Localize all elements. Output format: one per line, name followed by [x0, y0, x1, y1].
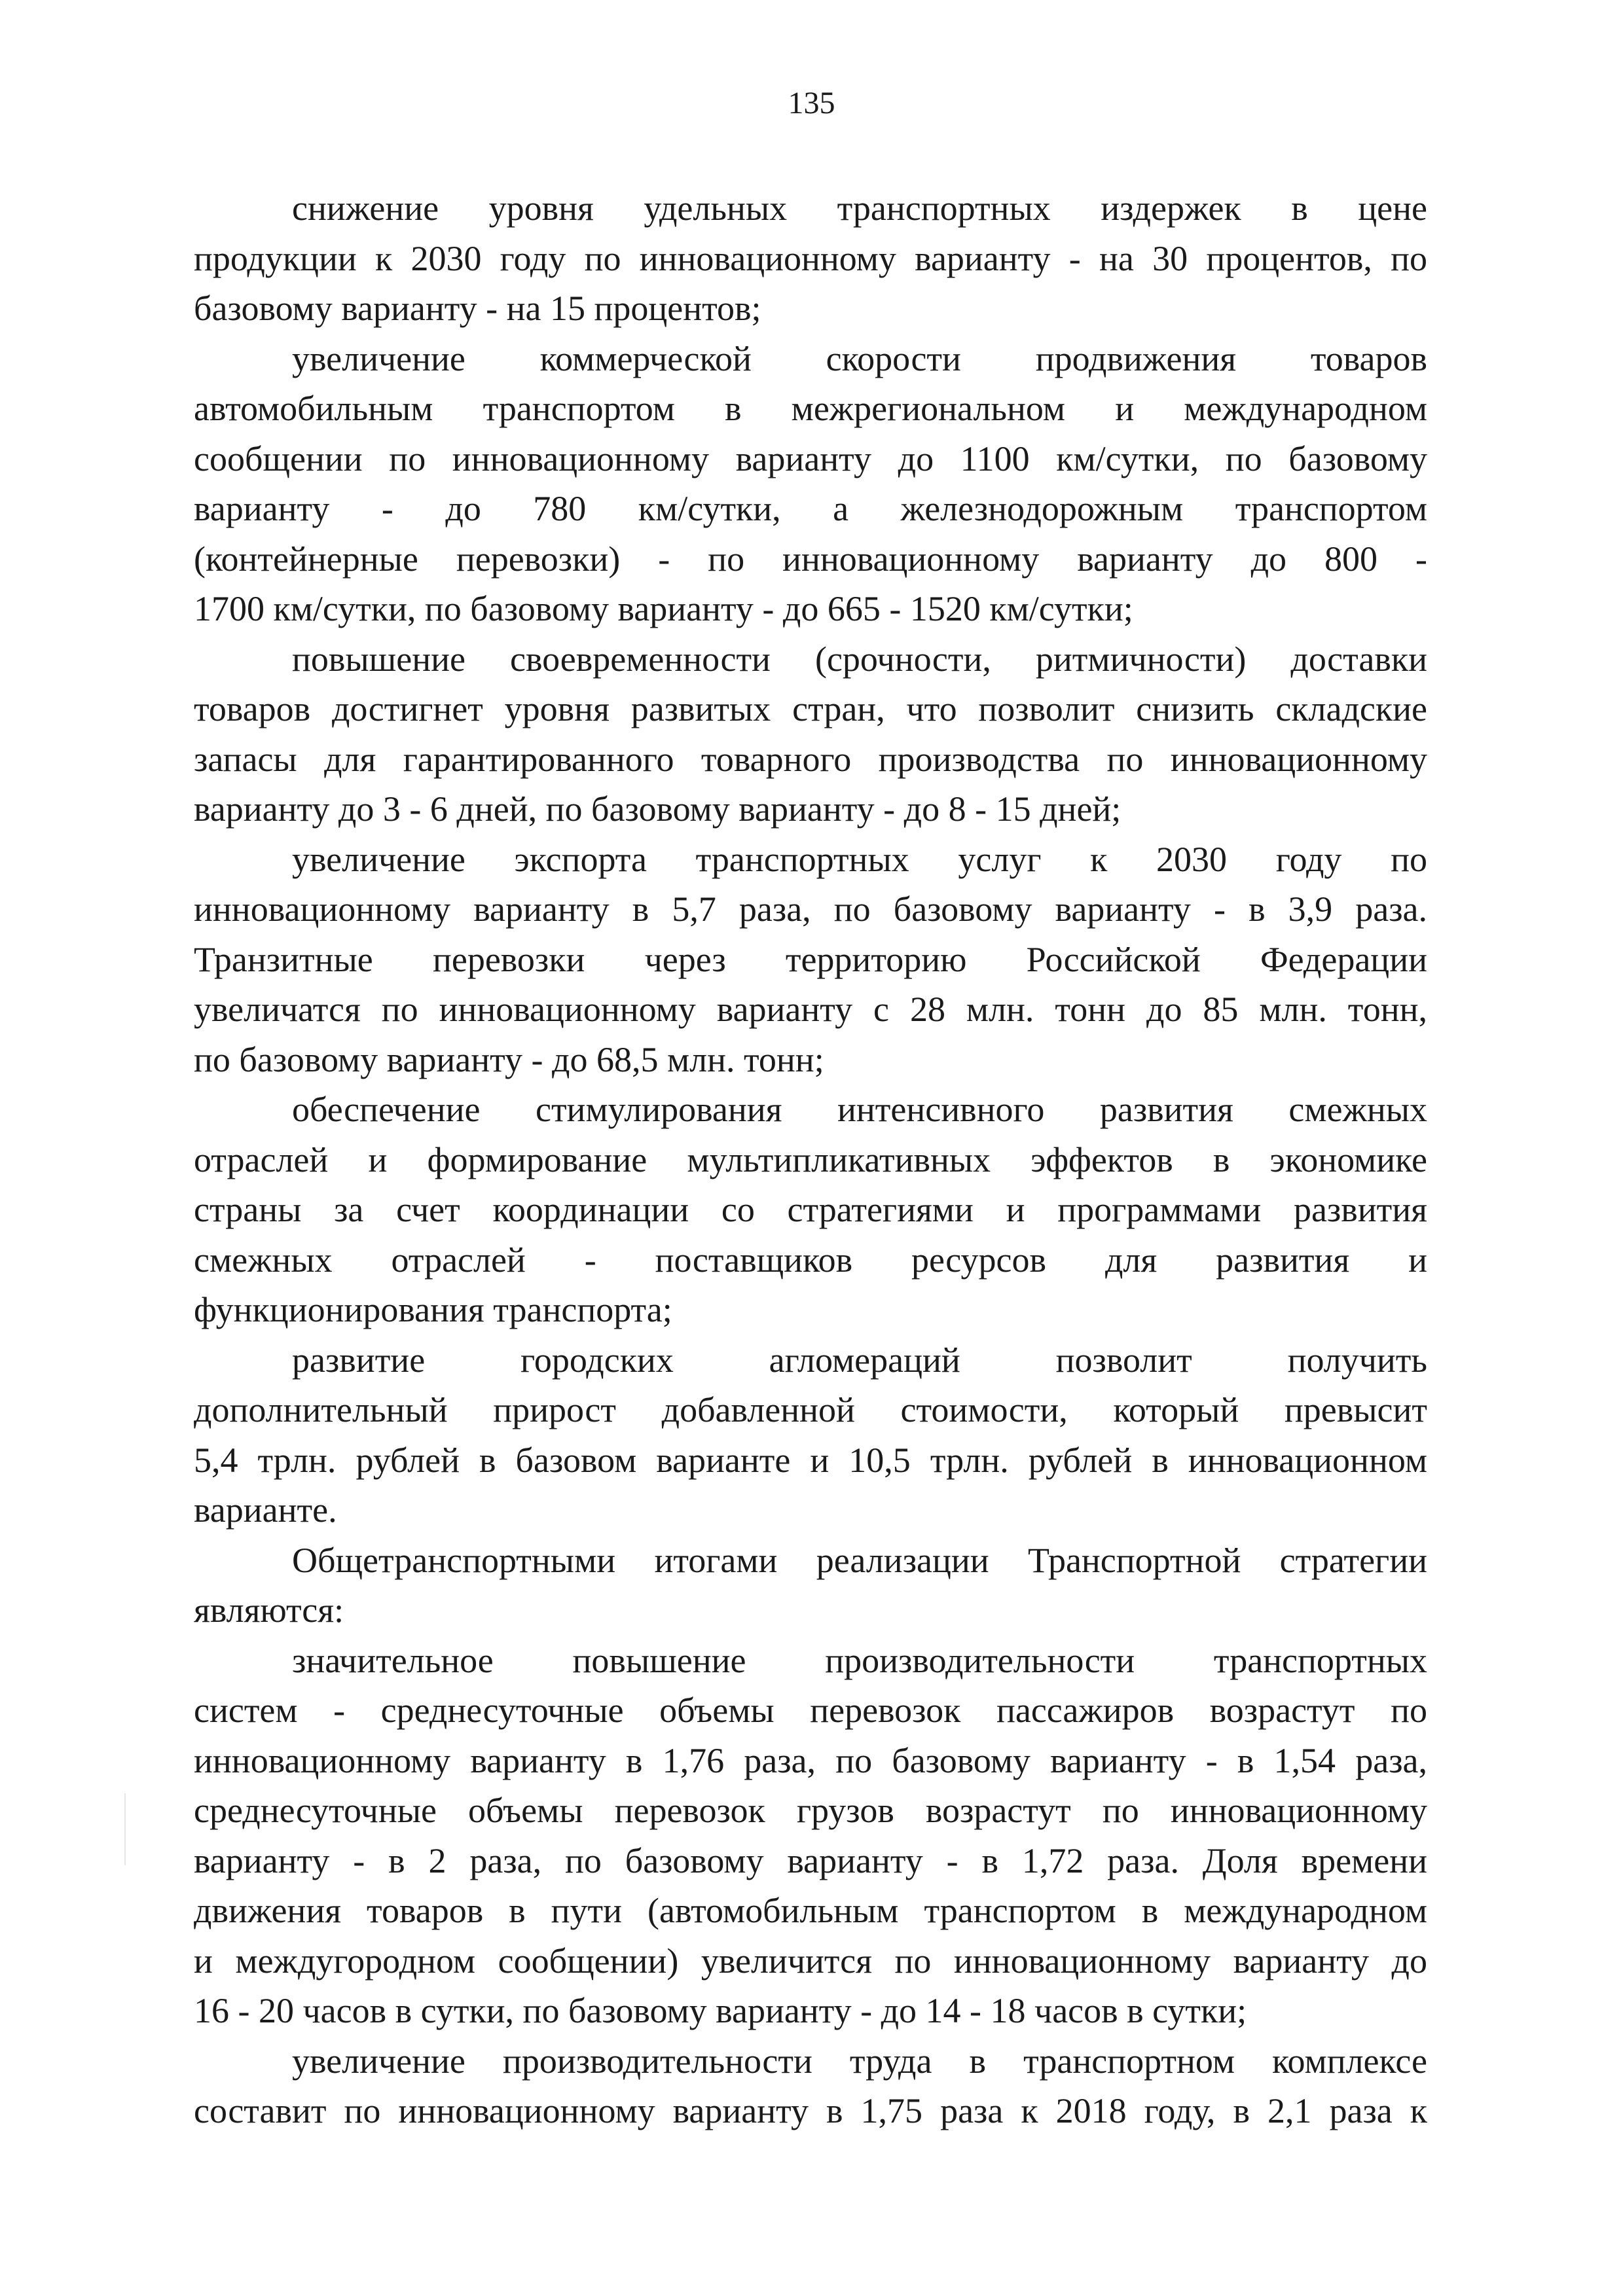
text-line: Транзитные перевозки через территорию Российской Федерации — [194, 939, 1427, 979]
text-line: по базовому варианту - до 68,5 млн. тонн; — [194, 1039, 824, 1079]
text-body — [194, 183, 1427, 2136]
text-line: увеличение коммерческой скорости продвижения товаров — [292, 338, 1427, 378]
text-line: являются: — [194, 1590, 344, 1630]
paragraph-related-industries — [194, 1085, 1427, 1335]
text-line: 1700 км/сутки, по базовому варианту - до 665 - 1520 км/сутки; — [194, 589, 1133, 628]
text-line: развитие городских агломераций позволит получить — [292, 1340, 1427, 1380]
text-line: составит по инновационному варианту в 1,75 раза к 2018 году, в 2,1 раза к — [194, 2091, 1427, 2130]
text-line: повышение своевременности (срочности, ритмичности) доставки — [292, 639, 1427, 679]
text-line: сообщении по инновационному варианту до 1100 км/сутки, по базовому — [194, 439, 1427, 478]
text-line: базовому варианту - на 15 процентов; — [194, 289, 761, 328]
paragraph-urban-agglomerations — [194, 1335, 1427, 1535]
text-line: варианту - в 2 раза, по базовому варианту - в 1,72 раза. Доля времени — [194, 1840, 1427, 1880]
paragraph-commercial-speed — [194, 334, 1427, 634]
text-line: запасы для гарантированного товарного производства по инновационному — [194, 739, 1427, 779]
scan-artifact-line — [124, 1793, 126, 1865]
text-line: (контейнерные перевозки) - по инновационному варианту до 800 - — [194, 539, 1427, 579]
text-line: варианту - до 780 км/сутки, а железнодорожным транспортом — [194, 489, 1427, 528]
page-number: 135 — [788, 86, 835, 120]
text-line: обеспечение стимулирования интенсивного развития смежных — [292, 1090, 1427, 1129]
text-line: увеличение производительности труда в транспортном комплексе — [292, 2041, 1427, 2081]
text-line: инновационному варианту в 1,76 раза, по базовому варианту - в 1,54 раза, — [194, 1740, 1427, 1780]
paragraph-labor-productivity — [194, 2036, 1427, 2136]
text-line: и междугородном сообщении) увеличится по инновационному варианту до — [194, 1941, 1427, 1981]
paragraph-transport-costs — [194, 183, 1427, 334]
text-line: варианте. — [194, 1490, 337, 1530]
text-line: функционирования транспорта; — [194, 1290, 672, 1329]
text-line: движения товаров в пути (автомобильным транспортом в международном — [194, 1891, 1427, 1930]
text-line: 16 - 20 часов в сутки, по базовому варианту - до 14 - 18 часов в сутки; — [194, 1991, 1247, 2030]
paragraph-overall-results-intro — [194, 1535, 1427, 1636]
text-line: Общетранспортными итогами реализации Транспортной стратегии — [292, 1540, 1427, 1580]
text-line: среднесуточные объемы перевозок грузов возрастут по инновационному — [194, 1791, 1427, 1830]
text-line: автомобильным транспортом в межрегиональном и международном — [194, 389, 1427, 428]
text-line: снижение уровня удельных транспортных издержек в цене — [292, 188, 1427, 228]
text-line: инновационному варианту в 5,7 раза, по базовому варианту - в 3,9 раза. — [194, 889, 1427, 929]
text-line: страны за счет координации со стратегиями и программами развития — [194, 1190, 1427, 1229]
paragraph-system-productivity — [194, 1636, 1427, 2036]
text-line: дополнительный прирост добавленной стоимости, который превысит — [194, 1390, 1427, 1429]
text-line: систем - среднесуточные объемы перевозок пассажиров возрастут по — [194, 1691, 1427, 1730]
text-line: продукции к 2030 году по инновационному варианту - на 30 процентов, по — [194, 238, 1427, 278]
text-line: варианту до 3 - 6 дней, по базовому варианту - до 8 - 15 дней; — [194, 789, 1122, 829]
text-line: значительное повышение производительности транспортных — [292, 1640, 1427, 1680]
paragraph-delivery-timeliness — [194, 634, 1427, 834]
text-line: 5,4 трлн. рублей в базовом варианте и 10,5 трлн. рублей в инновационном — [194, 1440, 1427, 1480]
text-line: смежных отраслей - поставщиков ресурсов для развития и — [194, 1240, 1427, 1280]
text-line: отраслей и формирование мультипликативных эффектов в экономике — [194, 1139, 1427, 1179]
text-line: товаров достигнет уровня развитых стран, что позволит снизить складские — [194, 689, 1427, 728]
paragraph-export-services — [194, 834, 1427, 1085]
text-line: увеличатся по инновационному варианту с 28 млн. тонн до 85 млн. тонн, — [194, 990, 1427, 1029]
text-line: увеличение экспорта транспортных услуг к 2030 году по — [292, 839, 1427, 879]
